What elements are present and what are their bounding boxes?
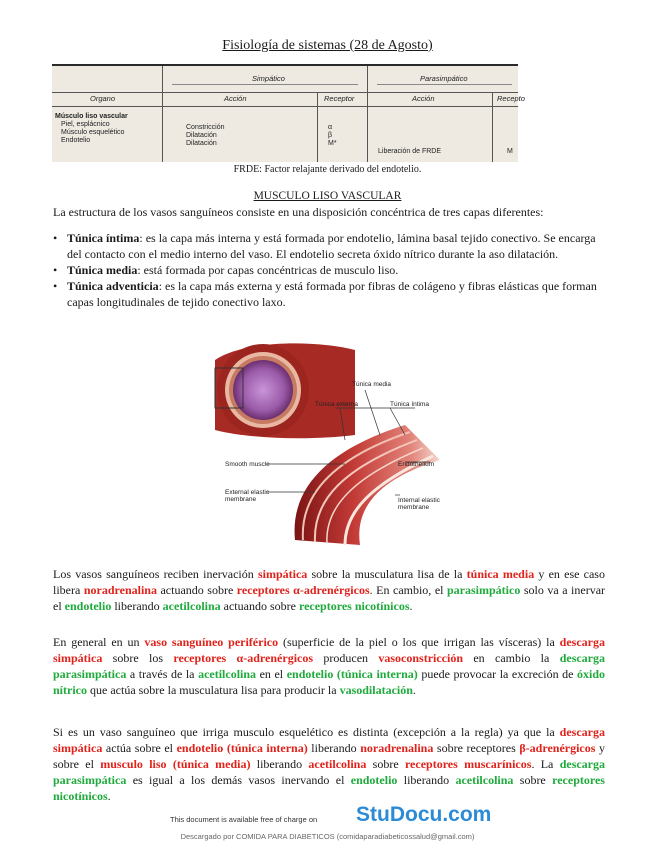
label-tunica-externa: Túnica externa [315, 401, 358, 408]
list-item: • Túnica media: está formada por capas concéntricas de musculo liso. [53, 263, 399, 277]
section-title: MUSCULO LISO VASCULAR [253, 190, 402, 202]
table-sym-action: Dilatación [186, 140, 217, 147]
table-sym-receptor: α [328, 124, 333, 131]
table-row-organ: Endotelio [61, 137, 91, 144]
table-header-accion-sym: Acción [224, 94, 247, 103]
table-sym-action: Constricción [186, 124, 225, 131]
term-tunica-intima: Túnica íntima [67, 231, 140, 245]
paragraph-innervation: Los vasos sanguíneos reciben inervación simpática sobre la musculatura lisa de la túnica media y en ese caso libera noradrenalina actuando sobre receptores α-adrenérgicos. En cambio, el parasimpático solo va a inervar el endotelio liberando acetilcolina actuando sobre receptores nicotínicos. [53, 567, 606, 613]
table-header-simpatico: Simpático [252, 74, 285, 83]
term-tunica-media: Túnica media [67, 263, 138, 277]
leader-line [365, 390, 380, 435]
page-title: Fisiología de sistemas (28 de Agosto) [222, 38, 433, 53]
table-para-action: Liberación de FRDE [378, 148, 442, 155]
label-tunica-intima: Túnica íntima [390, 401, 430, 408]
label-endothelium: Endothelium [398, 461, 435, 468]
list-item: • Túnica íntima: es la capa más interna y está formada por endotelio, lámina basal tejido conectivo. Se encarga del contacto con el medio interno del vaso. El endotelio secreta óxido nítrico durante la aso dilatación. [53, 231, 596, 261]
table-sym-receptor: β [328, 132, 333, 139]
studocu-logo[interactable]: StuDocu.com [356, 803, 492, 826]
footer-downloaded: Descargado por COMIDA PARA DIABETICOS (comidaparadiabeticossalud@gmail.com) [180, 832, 475, 841]
table-row-organ: Piel, esplácnico [61, 121, 110, 128]
paragraph-peripheral: En general en un vaso sanguíneo periférico (superficie de la piel o los que irrigan las vísceras) la descarga simpática sobre los receptores α-adrenérgicos producen vasoconstricción en cambio la descarga parasimpática a través de la acetilcolina en el endotelio (túnica interna) puede provocar la excreción de óxido nítrico que actúa sobre la musculatura lisa para producir la vasodilatación. [53, 635, 606, 697]
blood-vessel-diagram [205, 340, 455, 555]
table-header-accion-para: Acción [412, 94, 435, 103]
table-header-organo: Organo [90, 94, 116, 103]
table-sym-receptor: M* [328, 140, 337, 147]
label-smooth-muscle: Smooth muscle [225, 461, 270, 468]
table-sym-action: Dilatación [186, 132, 217, 139]
footer-free-text: This document is available free of charge on [170, 815, 318, 824]
autonomic-table [52, 64, 525, 162]
bullet-text: : es la capa más externa y está formada por fibras de colágeno y fibras elásticas que forman capas longitudinales de tejido conectivo laxo. [67, 279, 597, 309]
table-row-organ: Músculo esquelético [61, 129, 125, 136]
label-tunica-media: Túnica media [352, 381, 392, 388]
bullet-text: : está formada por capas concéntricas de musculo liso. [137, 263, 399, 277]
table-para-receptor: M [507, 148, 513, 155]
table-caption: FRDE: Factor relajante derivado del endotelio. [233, 164, 422, 175]
term-tunica-adventicia: Túnica adventicia [67, 279, 159, 293]
bullet-text: : es la capa más interna y está formada por endotelio, lámina basal tejido conectivo. Se encarga del contacto con el medio interno del vaso. El endotelio secreta óxido nítrico durante la aso dilatación. [67, 231, 596, 261]
paragraph-skeletal-muscle: Si es un vaso sanguíneo que irriga musculo esquelético es distinta (excepción a la regla) ya que la descarga simpática actúa sobre el endotelio (túnica interna) liberando noradrenalina sobre receptores β-adrenérgicos y sobre el musculo liso (túnica media) liberando acetilcolina sobre receptores muscarínicos. La descarga parasimpática es igual a los demás vasos inervando el endotelio liberando acetilcolina sobre receptores nicotínicos. [53, 725, 606, 803]
vessel-lumen [233, 360, 293, 420]
list-item: • Túnica adventicia: es la capa más externa y está formada por fibras de colágeno y fibras elásticas que forman capas longitudinales de tejido conectivo laxo. [53, 279, 597, 309]
label-internal-elastic: Internal elastic membrane [398, 497, 440, 511]
table-row-organ: Músculo liso vascular [55, 113, 128, 120]
layer-list [53, 230, 613, 310]
table-header-recepto: Recepto [497, 94, 525, 103]
label-external-elastic: External elastic membrane [225, 489, 270, 503]
intro-paragraph: La estructura de los vasos sanguíneos consiste en una disposición concéntrica de tres capas diferentes: [53, 205, 544, 219]
table-header-receptor: Receptor [324, 94, 355, 103]
table-header-parasimpatico: Parasimpático [420, 74, 468, 83]
